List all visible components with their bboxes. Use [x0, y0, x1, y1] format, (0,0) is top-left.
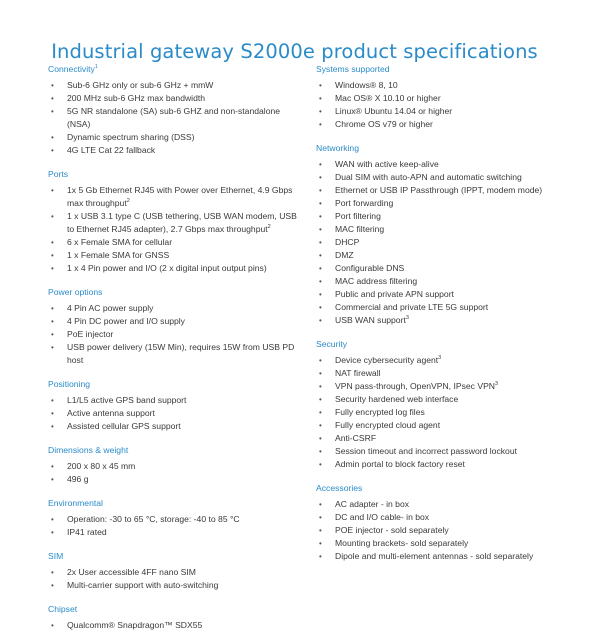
spec-item — [316, 550, 576, 563]
spec-item-text: DC and I/O cable- in box — [335, 512, 430, 522]
spec-item-text: 4 Pin AC power supply — [67, 303, 154, 313]
footnote-marker: 2 — [267, 224, 271, 231]
spec-item — [316, 118, 576, 131]
spec-item-text: Fully encrypted log files — [335, 407, 425, 417]
spec-item — [316, 393, 576, 406]
footnote-marker: 2 — [126, 198, 130, 205]
section-heading — [48, 168, 298, 180]
section-systems-supported — [316, 63, 576, 131]
spec-list — [316, 79, 576, 131]
spec-item — [316, 171, 576, 184]
spec-item — [48, 394, 298, 407]
section-heading — [48, 550, 298, 562]
spec-item — [316, 158, 576, 171]
spec-item-text: NAT firewall — [335, 368, 381, 378]
spec-item-text: Device cybersecurity agent — [335, 355, 439, 365]
spec-item — [48, 210, 298, 236]
section-heading — [48, 378, 298, 390]
spec-item — [48, 236, 298, 249]
spec-item-text: 1 x Female SMA for GNSS — [67, 250, 170, 260]
section-heading — [316, 338, 576, 350]
spec-item-text: Assisted cellular GPS support — [67, 421, 181, 431]
spec-item — [48, 420, 298, 433]
spec-item-text: Active antenna support — [67, 408, 155, 418]
spec-item — [316, 249, 576, 262]
spec-item — [48, 407, 298, 420]
spec-item-text: 2x User accessible 4FF nano SIM — [67, 567, 196, 577]
spec-item — [316, 432, 576, 445]
spec-item-text: Mounting brackets- sold separately — [335, 538, 469, 548]
spec-item-text: Fully encrypted cloud agent — [335, 420, 441, 430]
spec-item — [316, 223, 576, 236]
spec-item — [316, 275, 576, 288]
spec-item-text: IP41 rated — [67, 527, 107, 537]
spec-item-text: POE injector - sold separately — [335, 525, 449, 535]
spec-item — [316, 197, 576, 210]
spec-item — [316, 236, 576, 249]
spec-item — [48, 105, 298, 131]
spec-item-text: 4G LTE Cat 22 fallback — [67, 145, 156, 155]
spec-item — [48, 92, 298, 105]
section-heading-text: SIM — [48, 551, 64, 561]
spec-item — [316, 105, 576, 118]
spec-item — [316, 406, 576, 419]
spec-list — [316, 498, 576, 563]
spec-item-text: Windows® 8, 10 — [335, 80, 398, 90]
right-column — [316, 63, 576, 574]
spec-item-text: MAC address filtering — [335, 276, 418, 286]
spec-item-text: 200 MHz sub-6 GHz max bandwidth — [67, 93, 206, 103]
spec-item — [316, 419, 576, 432]
section-power-options — [48, 286, 298, 367]
spec-item — [48, 302, 298, 315]
spec-list — [316, 158, 576, 327]
spec-item-text: L1/L5 active GPS band support — [67, 395, 187, 405]
spec-item — [48, 184, 298, 210]
spec-item — [48, 262, 298, 275]
spec-item — [316, 288, 576, 301]
spec-item-text: Port filtering — [335, 211, 381, 221]
section-heading-text: Systems supported — [316, 64, 390, 74]
spec-item-text: Operation: -30 to 65 °C, storage: -40 to 85 °C — [67, 514, 240, 524]
spec-item — [48, 513, 298, 526]
spec-item-text: Configurable DNS — [335, 263, 405, 273]
spec-item-text: 1 x 4 Pin power and I/O (2 x digital input output pins) — [67, 263, 267, 273]
footnote-marker: 3 — [495, 381, 499, 388]
section-heading — [316, 142, 576, 154]
spec-item — [48, 315, 298, 328]
section-ports — [48, 168, 298, 275]
section-sim — [48, 550, 298, 592]
section-environmental — [48, 497, 298, 539]
spec-list — [48, 302, 298, 367]
spec-list — [48, 460, 298, 486]
spec-item — [316, 354, 576, 367]
footnote-marker: 1 — [94, 64, 98, 71]
section-heading-text: Positioning — [48, 379, 91, 389]
spec-item — [316, 458, 576, 471]
section-heading-text: Ports — [48, 169, 69, 179]
section-heading-text: Connectivity — [48, 64, 95, 74]
spec-list — [48, 619, 298, 632]
spec-item-text: Chrome OS v79 or higher — [335, 119, 433, 129]
spec-list — [48, 566, 298, 592]
spec-list — [316, 354, 576, 471]
spec-item — [316, 314, 576, 327]
spec-item-text: Mac OS® X 10.10 or higher — [335, 93, 441, 103]
spec-item — [48, 473, 298, 486]
spec-item — [316, 79, 576, 92]
spec-item-text: USB power delivery (15W Min), requires 15W from USB PD host — [67, 342, 295, 365]
spec-item-text: Session timeout and incorrect password lockout — [335, 446, 517, 456]
spec-list — [48, 394, 298, 433]
spec-list — [48, 79, 298, 157]
section-chipset — [48, 603, 298, 632]
spec-item-text: Anti-CSRF — [335, 433, 377, 443]
spec-item — [316, 537, 576, 550]
section-heading — [48, 286, 298, 298]
section-dimensions-weight — [48, 444, 298, 486]
spec-item-text: Dual SIM with auto-APN and automatic switching — [335, 172, 522, 182]
spec-item-text: WAN with active keep-alive — [335, 159, 439, 169]
spec-item — [316, 380, 576, 393]
spec-item-text: Commercial and private LTE 5G support — [335, 302, 489, 312]
section-heading-text: Security — [316, 339, 348, 349]
spec-item-text: Security hardened web interface — [335, 394, 459, 404]
spec-item — [48, 341, 298, 367]
section-heading — [48, 444, 298, 456]
section-heading-text: Environmental — [48, 498, 103, 508]
section-heading — [48, 497, 298, 509]
section-heading-text: Networking — [316, 143, 359, 153]
spec-item-text: Public and private APN support — [335, 289, 454, 299]
section-positioning — [48, 378, 298, 433]
spec-item-text: Dynamic spectrum sharing (DSS) — [67, 132, 195, 142]
spec-item — [48, 131, 298, 144]
section-heading-text: Power options — [48, 287, 103, 297]
spec-item-text: 5G NR standalone (SA) sub-6 GHZ and non-standalone (NSA) — [67, 106, 281, 129]
spec-item — [316, 301, 576, 314]
spec-item — [48, 328, 298, 341]
section-heading-text: Accessories — [316, 483, 363, 493]
spec-item-text: VPN pass-through, OpenVPN, IPsec VPN — [335, 381, 496, 391]
section-heading-text: Dimensions & weight — [48, 445, 129, 455]
section-security — [316, 338, 576, 471]
spec-item — [48, 79, 298, 92]
spec-item-text: PoE injector — [67, 329, 114, 339]
spec-item-text: DHCP — [335, 237, 360, 247]
spec-item-text: Ethernet or USB IP Passthrough (IPPT, modem mode) — [335, 185, 543, 195]
footnote-marker: 3 — [438, 355, 442, 362]
spec-item-text: 1 x USB 3.1 type C (USB tethering, USB WAN modem, USB to Ethernet RJ45 adapter), 2.7 Gbps max throughput — [67, 211, 297, 234]
left-column — [48, 63, 298, 643]
spec-item-text: 4 Pin DC power and I/O supply — [67, 316, 185, 326]
spec-item-text: Linux® Ubuntu 14.04 or higher — [335, 106, 453, 116]
spec-item — [48, 579, 298, 592]
spec-item — [316, 524, 576, 537]
spec-list — [48, 513, 298, 539]
spec-item-text: 496 g — [67, 474, 89, 484]
footnote-marker: 3 — [405, 315, 409, 322]
section-heading-text: Chipset — [48, 604, 78, 614]
spec-item — [48, 526, 298, 539]
section-accessories — [316, 482, 576, 563]
spec-item — [316, 498, 576, 511]
spec-item — [48, 460, 298, 473]
spec-item-text: Qualcomm® Snapdragon™ SDX55 — [67, 620, 203, 630]
spec-item-text: Port forwarding — [335, 198, 394, 208]
section-heading — [48, 63, 298, 75]
spec-item — [316, 367, 576, 380]
spec-item — [48, 144, 298, 157]
spec-item-text: DMZ — [335, 250, 354, 260]
section-networking — [316, 142, 576, 327]
spec-item — [48, 249, 298, 262]
spec-item-text: 6 x Female SMA for cellular — [67, 237, 173, 247]
spec-item-text: Admin portal to block factory reset — [335, 459, 465, 469]
spec-item — [316, 445, 576, 458]
spec-item — [316, 262, 576, 275]
spec-item-text: USB WAN support — [335, 315, 406, 325]
section-connectivity — [48, 63, 298, 157]
spec-item-text: Multi-carrier support with auto-switching — [67, 580, 219, 590]
section-heading — [316, 63, 576, 75]
page-title: Industrial gateway S2000e product specifications — [51, 40, 538, 64]
spec-item — [316, 210, 576, 223]
spec-item-text: Sub-6 GHz only or sub-6 GHz + mmW — [67, 80, 214, 90]
spec-list — [48, 184, 298, 275]
spec-item-text: Dipole and multi-element antennas - sold separately — [335, 551, 534, 561]
spec-item — [48, 566, 298, 579]
spec-item — [316, 511, 576, 524]
spec-item-text: MAC filtering — [335, 224, 385, 234]
spec-item-text: 200 x 80 x 45 mm — [67, 461, 136, 471]
spec-item — [316, 184, 576, 197]
spec-item-text: 1x 5 Gb Ethernet RJ45 with Power over Ethernet, 4.9 Gbps max throughput — [67, 185, 293, 208]
spec-item-text: AC adapter - in box — [335, 499, 410, 509]
spec-item — [48, 619, 298, 632]
spec-item — [316, 92, 576, 105]
section-heading — [316, 482, 576, 494]
section-heading — [48, 603, 298, 615]
